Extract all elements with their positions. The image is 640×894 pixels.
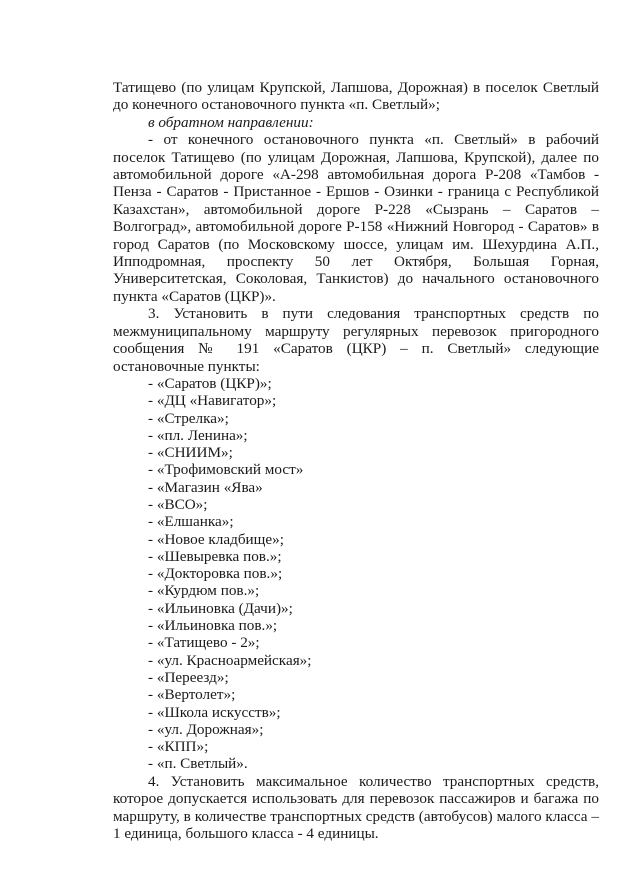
list-item: - «Переезд»; — [148, 668, 229, 686]
list-item: - «Елшанка»; — [148, 513, 234, 531]
list-item: - «Татищево - 2»; — [148, 634, 260, 652]
list-item: - «Шевыревка пов.»; — [148, 547, 282, 565]
list-item: - «ул. Красноармейская»; — [148, 651, 312, 669]
reverse-direction-heading: в обратном направлении: — [148, 113, 314, 131]
stops-list — [113, 375, 599, 773]
list-item: - «Докторовка пов.»; — [148, 565, 283, 583]
list-item: - «п. Светлый». — [148, 755, 248, 773]
list-item: - «ВСО»; — [148, 495, 208, 513]
list-item: - «Вертолет»; — [148, 686, 236, 704]
list-item: - «СНИИМ»; — [148, 444, 233, 462]
paragraph-item-3: 3. Установить в пути следования транспортных средств по межмуниципальному маршруту регулярных перевозок пригородного сообщения № 191 «Саратов (ЦКР) – п. Светлый» следующие остановочные пункты: — [113, 305, 599, 375]
list-item: - «Саратов (ЦКР)»; — [148, 374, 272, 392]
paragraph-route-reverse: - от конечного остановочного пункта «п. Светлый» в рабочий поселок Татищево (по улицам Дорожная, Лапшова, Крупской), далее по автомобильной дороге «А-298 автомобильная дорога Р-208 «Тамбов - Пенза - Саратов - Пристанное - Ершов - Озинки - граница с Республикой Казахстан», автомобильной дороге Р-228 «Сызрань – Саратов – Волгоград», автомобильной дороге Р-158 «Нижний Новгород - Саратов» в город Саратов (по Московскому шоссе, улицам им. Шехурдина А.П., Ипподромная, проспекту 50 лет Октября, Большая Горная, Университетская, Соколовая, Танкистов) до начального остановочного пункта «Саратов (ЦКР)». — [113, 131, 599, 305]
list-item: - «ул. Дорожная»; — [148, 720, 264, 738]
document-body — [113, 79, 599, 842]
paragraph-route-forward-end: Татищево (по улицам Крупской, Лапшова, Дорожная) в поселок Светлый до конечного остановочного пункта «п. Светлый»; — [113, 79, 599, 114]
list-item: - «ДЦ «Навигатор»; — [148, 392, 277, 410]
list-item: - «Курдюм пов.»; — [148, 582, 260, 600]
list-item: - «Школа искусств»; — [148, 703, 281, 721]
list-item: - «КПП»; — [148, 738, 209, 756]
list-item: - «Трофимовский мост» — [148, 461, 304, 479]
list-item: - «Ильиновка (Дачи)»; — [148, 599, 293, 617]
paragraph-item-4: 4. Установить максимальное количество транспортных средств, которое допускается использовать для перевозок пассажиров и багажа по маршруту, в количестве транспортных средств (автобусов) малого класса – 1 единица, большого класса - 4 единицы. — [113, 772, 599, 842]
list-item: - «Магазин «Ява» — [148, 478, 263, 496]
list-item: - «Стрелка»; — [148, 409, 229, 427]
list-item: - «пл. Ленина»; — [148, 426, 248, 444]
list-item: - «Ильиновка пов.»; — [148, 617, 278, 635]
list-item: - «Новое кладбище»; — [148, 530, 284, 548]
